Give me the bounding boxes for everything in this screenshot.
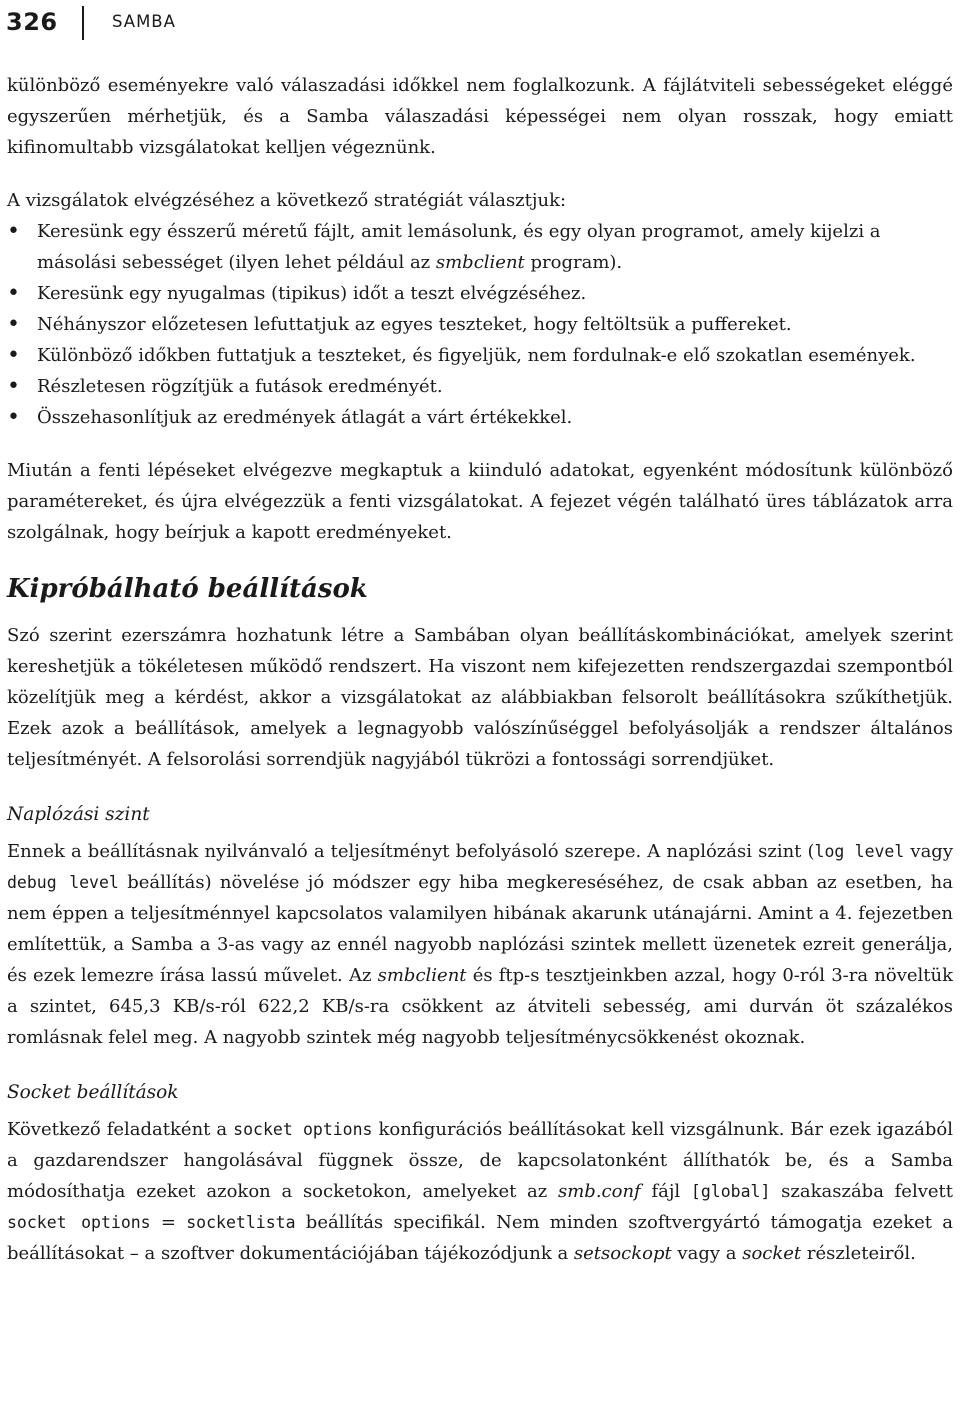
inline-code: debug level <box>7 873 119 892</box>
page-content <box>7 70 953 1269</box>
strategy-lead: A vizsgálatok elvégzéséhez a következő stratégiát választjuk: <box>7 190 567 211</box>
inline-code: socket options <box>7 1213 151 1232</box>
list-item: • Keresünk egy ésszerű méretű fájlt, amit lemásolunk, és egy olyan programot, amely kijelzi a másolási sebességet (ilyen lehet például az smbclient program). <box>7 216 953 278</box>
socket-paragraph: Következő feladatként a socket options konfigurációs beállításokat kell vizsgálnunk. Bár ezek igazából a gazdarendszer hangolásával függnek össze, de kapcsolatonként állíthatók be, és a Samba módosíthatja ezeket azokon a socketokon, amelyeket az smb.conf fájl [global] szakaszába felvett socket options = socketlista beállítás specifikál. Nem minden szoftvergyártó támogatja ezeket a beállításokat – a szoftver dokumentációjában tájékozódjunk a setsockopt vagy a socket részleteiről. <box>7 1119 954 1264</box>
inline-code: log level <box>814 842 905 861</box>
logging-paragraph: Ennek a beállításnak nyilvánvaló a teljesítményt befolyásoló szerepe. A naplózási szint (log level vagy debug level beállítás) növelése jó módszer egy hiba megkereséséhez, de csak abban az esetben, ha nem éppen a teljesítménnyel kapcsolatos valamilyen hibának akarunk utánajárni. Amint a 4. fejezetben említettük, a Samba a 3-as vagy az ennél nagyobb naplózási szintek mellett üzenetek ezreit generálja, és ezek lemezre írása lassú művelet. Az smbclient és ftp-s tesztjeinkben azzal, hogy 0-ról 3-ra növeltük a szintet, 645,3 KB/s-ról 622,2 KB/s-ra csökkent az átviteli sebesség, ami durván öt százalékos romlásnak felel meg. A nagyobb szintek még nagyobb teljesítménycsökkenést okoznak. <box>7 841 954 1048</box>
section-heading: Kipróbálható beállítások <box>7 574 368 604</box>
page-header <box>0 0 960 52</box>
strategy-list <box>7 216 953 433</box>
followup-paragraph: Miután a fenti lépéseket elvégezve megkaptuk a kiinduló adatokat, egyenként módosítunk különböző paramétereket, és újra elvégezzük a fenti vizsgálatokat. A fejezet végén található üres táblázatok arra szolgálnak, hogy beírjuk a kapott eredményeket. <box>7 460 953 543</box>
list-item: • Keresünk egy nyugalmas (tipikus) időt a teszt elvégzéséhez. <box>7 278 953 309</box>
inline-code: socketlista <box>186 1213 296 1232</box>
socket-heading: Socket beállítások <box>7 1082 179 1103</box>
list-item: • Részletesen rögzítjük a futások eredményét. <box>7 371 953 402</box>
inline-code: socket options <box>233 1120 373 1139</box>
intro-paragraph: különböző eseményekre való válaszadási időkkel nem foglalkozunk. A fájlátviteli sebességeket eléggé egyszerűen mérhetjük, és a Samba válaszadási képességei nem olyan rosszak, hogy emiatt kifinomultabb vizsgálatokat kelljen végeznünk. <box>7 75 953 158</box>
page-number: 326 <box>6 8 58 36</box>
section-paragraph: Szó szerint ezerszámra hozhatunk létre a Sambában olyan beállításkombinációkat, amelyek szerint kereshetjük a tökéletesen működő rendszert. Ha viszont nem kifejezetten rendszergazdai szempontból közelítjük meg a kérdést, akkor a vizsgálatokat az alábbiakban felsorolt beállításokra szűkíthetjük. Ezek azok a beállítások, amelyek a legnagyobb valószínűséggel befolyásolják a rendszer általános teljesítményét. A felsorolási sorrendjük nagyjából tükrözi a fontossági sorrendjüket. <box>7 625 953 770</box>
logging-heading: Naplózási szint <box>7 804 150 825</box>
inline-code: [global] <box>690 1182 771 1201</box>
list-item: • Összehasonlítjuk az eredmények átlagát a várt értékekkel. <box>7 402 953 433</box>
running-title: SAMBA <box>112 12 176 31</box>
header-divider <box>82 6 84 40</box>
list-item: • Néhányszor előzetesen lefuttatjuk az egyes teszteket, hogy feltöltsük a puffereket. <box>7 309 953 340</box>
list-item: • Különböző időkben futtatjuk a teszteket, és figyeljük, nem fordulnak-e elő szokatlan események. <box>7 340 953 371</box>
